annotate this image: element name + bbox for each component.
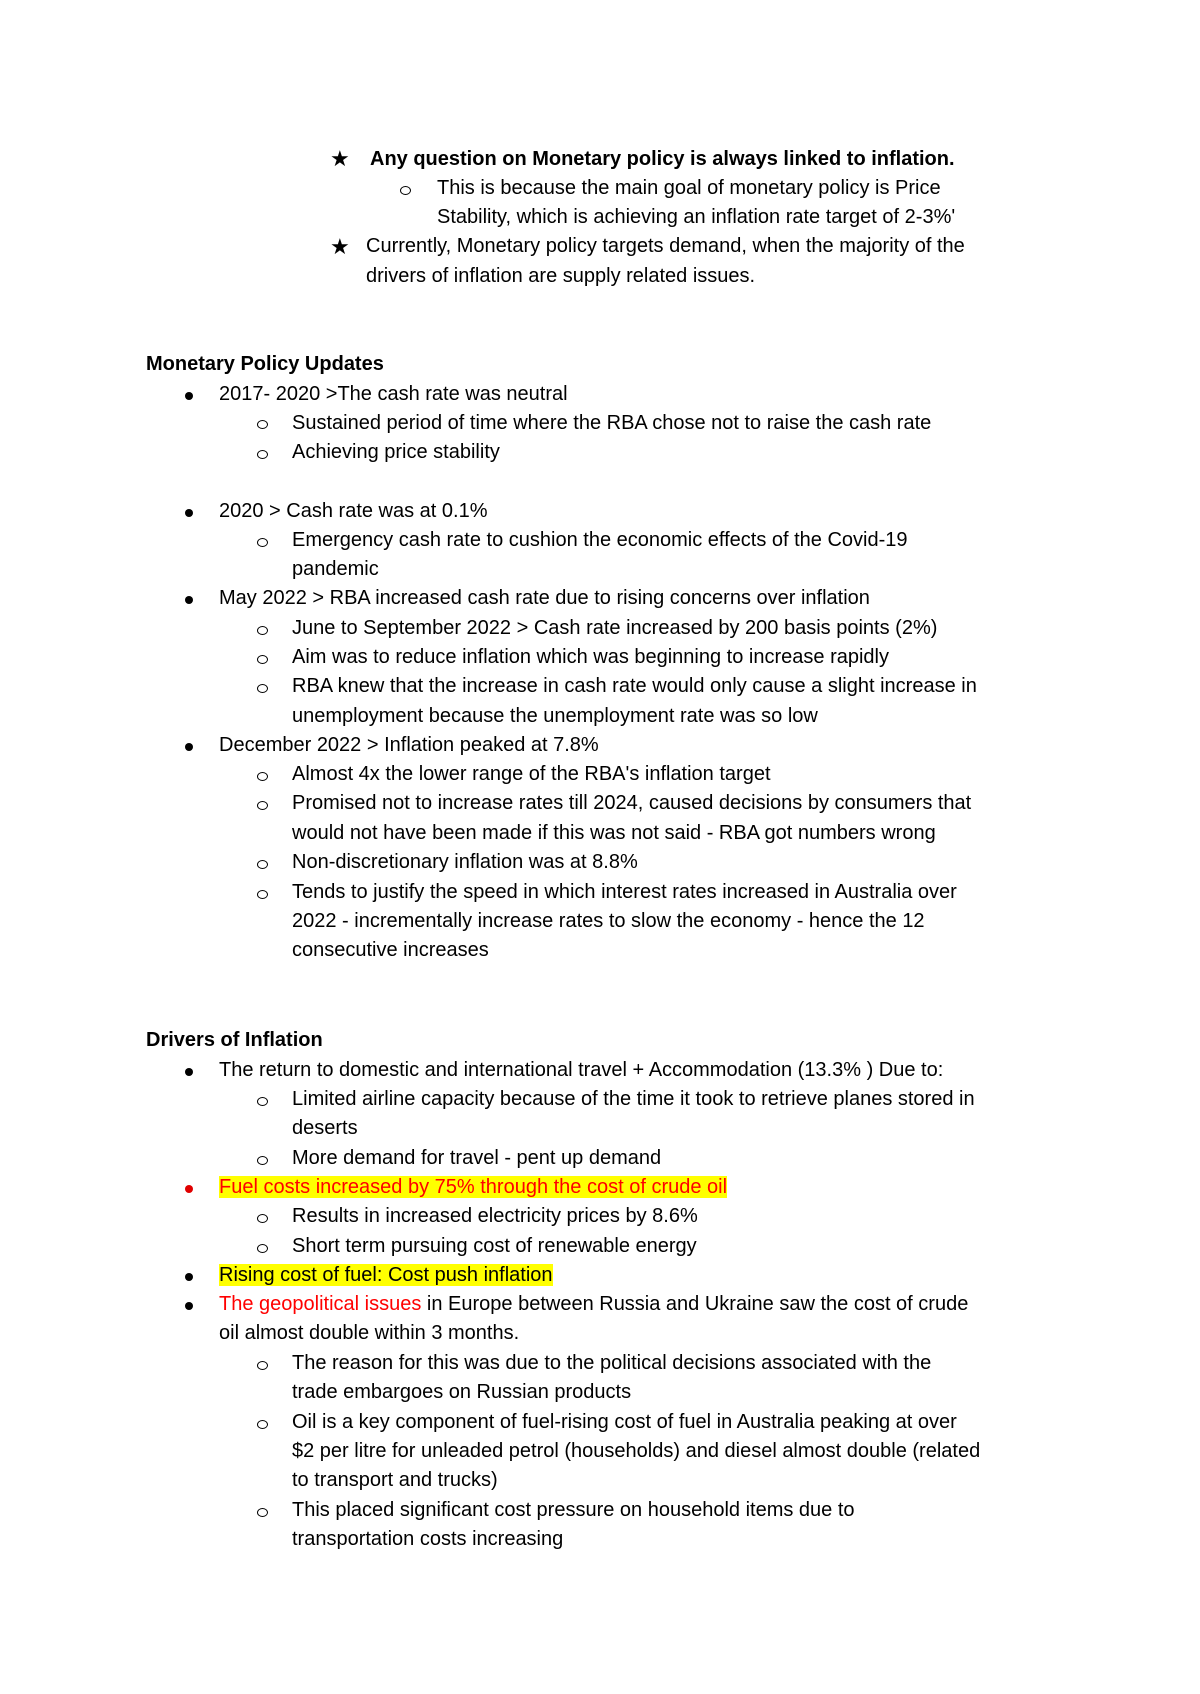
drivers-bullet-4-sub-3-line-2: transportation costs increasing: [292, 1528, 564, 1550]
drivers-bullet-2-sub-1: Results in increased electricity prices by 8.6%: [292, 1205, 698, 1227]
drivers-bullet-2-sub-2: Short term pursuing cost of renewable energy: [292, 1235, 697, 1257]
hollow-bullet-icon: [257, 450, 268, 459]
hollow-bullet-icon: [257, 1097, 268, 1106]
drivers-bullet-1-sub-1-line-2: deserts: [292, 1117, 358, 1139]
hollow-bullet-icon: [257, 1214, 268, 1223]
updates-bullet-3-sub-2: Aim was to reduce inflation which was beginning to increase rapidly: [292, 646, 889, 668]
filled-bullet-icon: [185, 392, 193, 400]
drivers-bullet-4-red-text: The geopolitical issues: [219, 1293, 422, 1315]
drivers-bullet-1-sub-1-line-1: Limited airline capacity because of the time it took to retrieve planes stored in: [292, 1088, 975, 1110]
hollow-bullet-icon: [400, 186, 411, 195]
hollow-bullet-icon: [257, 890, 268, 899]
hollow-bullet-icon: [257, 420, 268, 429]
star-bullet-icon: ★: [330, 146, 350, 171]
drivers-bullet-4-text: in Europe between Russia and Ukraine saw the cost of crude: [421, 1293, 969, 1315]
drivers-bullet-4-sub-1-line-1: The reason for this was due to the political decisions associated with the: [292, 1352, 932, 1374]
hollow-bullet-icon: [257, 538, 268, 547]
intro-star-2-line-2: drivers of inflation are supply related issues.: [366, 265, 756, 287]
filled-bullet-icon: [185, 509, 193, 517]
hollow-bullet-icon: [257, 801, 268, 810]
intro-sub-1-line-1: This is because the main goal of monetary policy is Price: [437, 177, 941, 199]
updates-bullet-4-sub-2-line-2: would not have been made if this was not said - RBA got numbers wrong: [292, 822, 936, 844]
drivers-bullet-4-sub-3-line-1: This placed significant cost pressure on household items due to: [292, 1499, 855, 1521]
hollow-bullet-icon: [257, 1420, 268, 1429]
hollow-bullet-icon: [257, 1244, 268, 1253]
filled-bullet-icon: [185, 1273, 193, 1281]
hollow-bullet-icon: [257, 1508, 268, 1517]
updates-bullet-1-sub-2: Achieving price stability: [292, 441, 500, 463]
updates-bullet-4-sub-4-line-1: Tends to justify the speed in which interest rates increased in Australia over: [292, 881, 957, 903]
drivers-bullet-2-highlighted-text: Fuel costs increased by 75% through the cost of crude oil: [219, 1176, 728, 1198]
updates-bullet-4-sub-3: Non-discretionary inflation was at 8.8%: [292, 851, 638, 873]
drivers-bullet-1: The return to domestic and international travel + Accommodation (13.3% ) Due to:: [219, 1059, 944, 1081]
drivers-bullet-3-line: [219, 1261, 553, 1290]
hollow-bullet-icon: [257, 655, 268, 664]
updates-bullet-3-sub-3-line-1: RBA knew that the increase in cash rate would only cause a slight increase in: [292, 675, 977, 697]
updates-bullet-4: December 2022 > Inflation peaked at 7.8%: [219, 734, 599, 756]
updates-bullet-1: 2017- 2020 >The cash rate was neutral: [219, 383, 568, 405]
updates-bullet-1-sub-1: Sustained period of time where the RBA chose not to raise the cash rate: [292, 412, 932, 434]
filled-bullet-icon: [185, 1302, 193, 1310]
drivers-bullet-4-line-1: [219, 1290, 968, 1319]
drivers-bullet-4-sub-2-line-2: $2 per litre for unleaded petrol (households) and diesel almost double (related: [292, 1440, 981, 1462]
updates-bullet-4-sub-4-line-3: consecutive increases: [292, 939, 489, 961]
updates-bullet-3-sub-1: June to September 2022 > Cash rate increased by 200 basis points (2%): [292, 617, 938, 639]
filled-bullet-icon: [185, 743, 193, 751]
section-heading-monetary-policy-updates: Monetary Policy Updates: [146, 353, 384, 375]
updates-bullet-4-sub-1: Almost 4x the lower range of the RBA's inflation target: [292, 763, 771, 785]
drivers-bullet-4-line-2: oil almost double within 3 months.: [219, 1322, 520, 1344]
updates-bullet-4-sub-4-line-2: 2022 - incrementally increase rates to slow the economy - hence the 12: [292, 910, 925, 932]
hollow-bullet-icon: [257, 684, 268, 693]
hollow-bullet-icon: [257, 860, 268, 869]
updates-bullet-2: 2020 > Cash rate was at 0.1%: [219, 500, 488, 522]
updates-bullet-4-sub-2-line-1: Promised not to increase rates till 2024, caused decisions by consumers that: [292, 792, 972, 814]
intro-star-2-line-1: Currently, Monetary policy targets demand, when the majority of the: [366, 235, 965, 257]
drivers-bullet-1-sub-2: More demand for travel - pent up demand: [292, 1147, 662, 1169]
intro-star-1: Any question on Monetary policy is always linked to inflation.: [370, 148, 955, 170]
hollow-bullet-icon: [257, 626, 268, 635]
filled-bullet-icon: [185, 596, 193, 604]
updates-bullet-2-sub-1-line-1: Emergency cash rate to cushion the economic effects of the Covid-19: [292, 529, 908, 551]
updates-bullet-3: May 2022 > RBA increased cash rate due to rising concerns over inflation: [219, 587, 870, 609]
drivers-bullet-4-sub-1-line-2: trade embargoes on Russian products: [292, 1381, 632, 1403]
hollow-bullet-icon: [257, 1361, 268, 1370]
section-heading-drivers-of-inflation: Drivers of Inflation: [146, 1029, 323, 1051]
updates-bullet-2-sub-1-line-2: pandemic: [292, 558, 379, 580]
filled-bullet-icon: [185, 1185, 193, 1193]
drivers-bullet-3-highlighted-text: Rising cost of fuel: Cost push inflation: [219, 1264, 553, 1286]
hollow-bullet-icon: [257, 772, 268, 781]
star-bullet-icon: ★: [330, 234, 350, 259]
updates-bullet-3-sub-3-line-2: unemployment because the unemployment rate was so low: [292, 705, 818, 727]
hollow-bullet-icon: [257, 1156, 268, 1165]
drivers-bullet-4-sub-2-line-3: to transport and trucks): [292, 1469, 498, 1491]
drivers-bullet-2-line: [219, 1173, 727, 1202]
filled-bullet-icon: [185, 1068, 193, 1076]
intro-sub-1-line-2: Stability, which is achieving an inflation rate target of 2-3%': [437, 206, 956, 228]
drivers-bullet-4-sub-2-line-1: Oil is a key component of fuel-rising cost of fuel in Australia peaking at over: [292, 1411, 957, 1433]
